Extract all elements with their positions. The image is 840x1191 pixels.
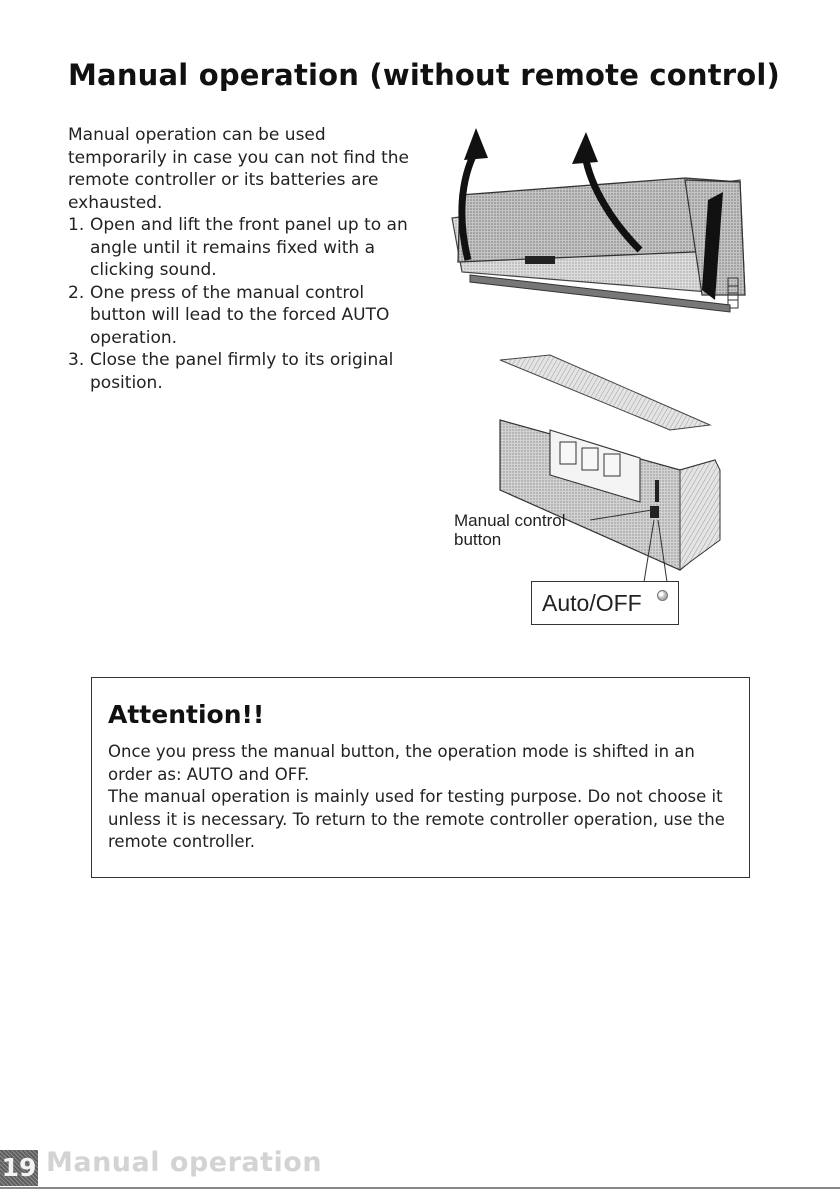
auto-off-callout bbox=[531, 581, 679, 625]
ac-unit-panel-lift-illustration bbox=[440, 100, 840, 330]
page-number: 19 bbox=[1, 1153, 37, 1182]
page-title: Manual operation (without remote control) bbox=[68, 58, 781, 92]
attention-body bbox=[108, 741, 736, 854]
steps-list bbox=[68, 214, 413, 394]
label-line: Manual control bbox=[454, 511, 566, 530]
step-item bbox=[68, 349, 413, 394]
manual-control-button-label bbox=[454, 511, 566, 549]
footer-section-title: Manual operation bbox=[46, 1147, 323, 1178]
step-item bbox=[68, 214, 413, 282]
intro-paragraph: Manual operation can be used temporarily in case you can not find the remote controller or its batteries are exhausted. bbox=[68, 125, 409, 213]
step-number: 1. bbox=[68, 215, 85, 235]
attention-paragraph: Once you press the manual button, the operation mode is shifted in an order as: AUTO and OFF. bbox=[108, 742, 695, 784]
step-text: Open and lift the front panel up to an angle until it remains fixed with a clicking sound. bbox=[90, 215, 408, 280]
indicator-light-icon bbox=[657, 590, 668, 601]
attention-box bbox=[91, 677, 750, 878]
manual-control-button-graphic bbox=[650, 506, 659, 518]
label-line: button bbox=[454, 530, 502, 549]
step-text: One press of the manual control button will lead to the forced AUTO operation. bbox=[90, 282, 390, 348]
step-text: Close the panel firmly to its original position. bbox=[90, 350, 394, 393]
step-number: 3. bbox=[68, 350, 85, 370]
step-number: 2. bbox=[68, 282, 85, 303]
attention-title: Attention!! bbox=[108, 700, 265, 729]
intro-section bbox=[68, 124, 413, 394]
auto-off-label: Auto/OFF bbox=[542, 590, 642, 616]
attention-paragraph: The manual operation is mainly used for testing purpose. Do not choose it unless it is necessary. To return to the remote controller operation, use the remote controller. bbox=[108, 787, 725, 851]
footer-divider bbox=[0, 1187, 840, 1189]
step-item bbox=[68, 282, 413, 350]
